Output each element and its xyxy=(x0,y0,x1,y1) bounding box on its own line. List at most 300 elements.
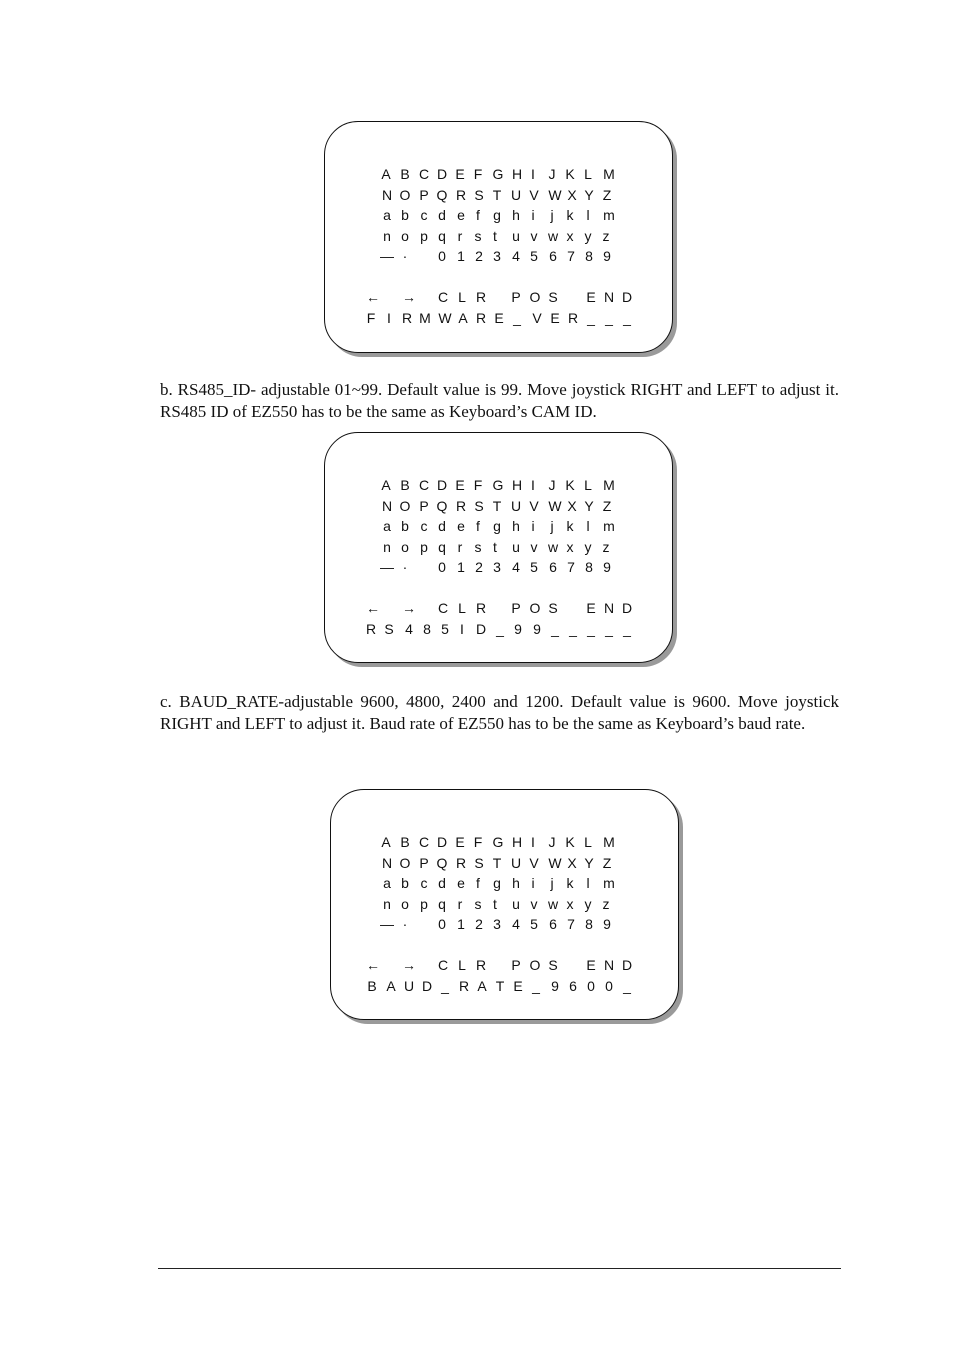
char: _ xyxy=(532,977,540,994)
char: H xyxy=(511,166,523,182)
char: p xyxy=(420,538,428,555)
char: f xyxy=(476,875,480,891)
row-spacer xyxy=(367,578,637,599)
char: T xyxy=(495,977,505,994)
char: R xyxy=(475,289,487,305)
char: 4 xyxy=(512,559,520,575)
char: — xyxy=(380,916,394,932)
char: i xyxy=(531,518,535,534)
char: h xyxy=(512,875,520,891)
char: s xyxy=(474,538,482,555)
char: F xyxy=(473,166,483,182)
char: P xyxy=(511,289,521,305)
character-grid xyxy=(367,164,637,328)
char: 0 xyxy=(438,916,446,932)
char: 0 xyxy=(587,977,595,994)
char: 7 xyxy=(567,559,575,575)
char: v xyxy=(530,227,538,244)
char: _ xyxy=(569,620,577,637)
char: D xyxy=(436,166,448,182)
char: 9 xyxy=(603,916,611,932)
char: R xyxy=(365,620,377,637)
char: _ xyxy=(587,620,595,637)
row-symbols-digits xyxy=(367,557,637,578)
char: P xyxy=(419,854,429,871)
char: 2 xyxy=(475,248,483,264)
char: W xyxy=(548,854,562,871)
right-arrow-icon: → xyxy=(402,289,416,305)
footer-divider xyxy=(158,1268,841,1269)
char: 1 xyxy=(457,248,465,264)
char: I xyxy=(387,309,391,326)
char: w xyxy=(547,227,559,244)
char: _ xyxy=(587,309,595,326)
char: F xyxy=(366,309,376,326)
char: A xyxy=(458,309,468,326)
left-arrow-icon: ← xyxy=(366,289,380,305)
status-line-rs485-id xyxy=(367,619,637,640)
char: 0 xyxy=(438,248,446,264)
char: E xyxy=(455,834,465,850)
char: V xyxy=(532,309,542,326)
osd-screen-rs485-id xyxy=(324,432,673,663)
char: q xyxy=(438,538,446,555)
char: r xyxy=(457,895,463,912)
char: Q xyxy=(436,186,448,203)
char: K xyxy=(565,834,575,850)
char: 0 xyxy=(438,559,446,575)
char: j xyxy=(550,207,554,223)
status-line-firmware-ver xyxy=(367,308,637,329)
char: U xyxy=(510,854,522,871)
char: j xyxy=(550,518,554,534)
char: G xyxy=(492,477,504,493)
row-lowercase-2 xyxy=(373,894,643,915)
char: S xyxy=(474,854,484,871)
char: F xyxy=(473,834,483,850)
char: y xyxy=(584,538,592,555)
char: Y xyxy=(584,854,594,871)
row-lowercase-1 xyxy=(367,516,637,537)
char: U xyxy=(403,977,415,994)
char: S xyxy=(474,186,484,203)
char: f xyxy=(476,207,480,223)
left-arrow-icon: ← xyxy=(366,957,380,973)
char: 1 xyxy=(457,559,465,575)
char: L xyxy=(584,477,592,493)
char: V xyxy=(529,854,539,871)
char: — xyxy=(380,559,394,575)
char: e xyxy=(457,875,465,891)
char: d xyxy=(438,518,446,534)
char: u xyxy=(512,895,520,912)
char: l xyxy=(586,207,590,223)
character-grid xyxy=(367,475,637,639)
char: E xyxy=(550,309,560,326)
char: s xyxy=(474,895,482,912)
char: R xyxy=(567,309,579,326)
row-uppercase-2 xyxy=(373,853,643,874)
char: C xyxy=(418,166,430,182)
char: V xyxy=(529,497,539,514)
char: R xyxy=(475,600,487,616)
char: _ xyxy=(551,620,559,637)
char: c xyxy=(420,875,428,891)
char: N xyxy=(603,957,615,973)
char: K xyxy=(565,166,575,182)
char: 3 xyxy=(493,248,501,264)
char: O xyxy=(399,854,411,871)
char: T xyxy=(492,186,502,203)
char: q xyxy=(438,895,446,912)
char: E xyxy=(513,977,523,994)
char: 2 xyxy=(475,916,483,932)
row-lowercase-1 xyxy=(367,205,637,226)
row-lowercase-2 xyxy=(367,537,637,558)
char: E xyxy=(455,166,465,182)
char: R xyxy=(401,309,413,326)
char: 5 xyxy=(530,559,538,575)
char: G xyxy=(492,834,504,850)
char: c xyxy=(420,207,428,223)
char: O xyxy=(529,957,541,973)
char: L xyxy=(458,600,466,616)
char: P xyxy=(419,497,429,514)
char: a xyxy=(383,518,391,534)
char: b xyxy=(401,518,409,534)
char: I xyxy=(531,166,535,182)
char: l xyxy=(586,518,590,534)
char: — xyxy=(380,248,394,264)
char: r xyxy=(457,227,463,244)
char: D xyxy=(475,620,487,637)
char: 8 xyxy=(585,559,593,575)
char: m xyxy=(603,875,615,891)
char: J xyxy=(548,166,556,182)
char: W xyxy=(438,309,452,326)
char: O xyxy=(399,186,411,203)
char: O xyxy=(529,289,541,305)
char: z xyxy=(602,895,610,912)
char: N xyxy=(603,600,615,616)
char: b xyxy=(401,875,409,891)
char: C xyxy=(418,477,430,493)
char: L xyxy=(458,289,466,305)
char: A xyxy=(477,977,487,994)
char: p xyxy=(420,895,428,912)
char: · xyxy=(402,559,408,575)
char: H xyxy=(511,477,523,493)
row-uppercase-2 xyxy=(367,496,637,517)
char: L xyxy=(458,957,466,973)
char: U xyxy=(510,186,522,203)
row-uppercase-1 xyxy=(367,164,637,185)
char: t xyxy=(493,227,497,244)
char: n xyxy=(383,538,391,555)
char: H xyxy=(511,834,523,850)
paragraph-rs485-id: b. RS485_ID- adjustable 01~99. Default value is 99. Move joystick RIGHT and LEFT to adjust it. RS485 ID of EZ550 has to be the same as Keyboard’s CAM ID. xyxy=(160,380,839,421)
char: N xyxy=(603,289,615,305)
char: s xyxy=(474,227,482,244)
row-lowercase-2 xyxy=(367,226,637,247)
char: V xyxy=(529,186,539,203)
row-uppercase-1 xyxy=(373,832,643,853)
char: S xyxy=(548,600,558,616)
row-controls xyxy=(367,598,637,619)
char: m xyxy=(603,518,615,534)
char: R xyxy=(455,186,467,203)
char: I xyxy=(460,620,464,637)
char: M xyxy=(603,166,615,182)
left-arrow-icon: ← xyxy=(366,600,380,616)
char: D xyxy=(421,977,433,994)
char: I xyxy=(531,477,535,493)
osd-screen-firmware xyxy=(324,121,673,353)
char: u xyxy=(512,538,520,555)
char: Z xyxy=(602,497,612,514)
row-symbols-digits xyxy=(367,246,637,267)
char: E xyxy=(494,309,504,326)
char: 2 xyxy=(475,559,483,575)
char: 4 xyxy=(512,916,520,932)
char: D xyxy=(436,477,448,493)
char: i xyxy=(531,207,535,223)
char: E xyxy=(586,957,596,973)
char: a xyxy=(383,875,391,891)
char: X xyxy=(567,186,577,203)
char: L xyxy=(584,834,592,850)
char: E xyxy=(586,289,596,305)
char: k xyxy=(566,875,574,891)
char: y xyxy=(584,895,592,912)
char: B xyxy=(400,166,410,182)
char: p xyxy=(420,227,428,244)
row-spacer xyxy=(373,935,643,956)
char: P xyxy=(511,957,521,973)
right-arrow-icon: → xyxy=(402,600,416,616)
char: · xyxy=(402,248,408,264)
char: v xyxy=(530,895,538,912)
char: 6 xyxy=(569,977,577,994)
char: 8 xyxy=(423,620,431,637)
char: S xyxy=(548,957,558,973)
char: _ xyxy=(623,620,631,637)
char: x xyxy=(566,227,574,244)
char: g xyxy=(493,875,501,891)
row-controls xyxy=(367,287,637,308)
char: W xyxy=(548,497,562,514)
char: X xyxy=(567,854,577,871)
char: t xyxy=(493,538,497,555)
char: U xyxy=(510,497,522,514)
char: 0 xyxy=(605,977,613,994)
char: G xyxy=(492,166,504,182)
char: T xyxy=(492,497,502,514)
char: w xyxy=(547,895,559,912)
char: K xyxy=(565,477,575,493)
char: o xyxy=(401,538,409,555)
char: 5 xyxy=(530,248,538,264)
char: g xyxy=(493,518,501,534)
char: C xyxy=(418,834,430,850)
char: C xyxy=(437,957,449,973)
char: A xyxy=(381,477,391,493)
char: _ xyxy=(623,977,631,994)
char: o xyxy=(401,895,409,912)
char: 6 xyxy=(549,559,557,575)
status-line-baud-rate xyxy=(367,976,643,997)
char: M xyxy=(603,834,615,850)
char: I xyxy=(531,834,535,850)
char: z xyxy=(602,227,610,244)
char: Q xyxy=(436,497,448,514)
char: B xyxy=(367,977,377,994)
char: z xyxy=(602,538,610,555)
char: y xyxy=(584,227,592,244)
char: 9 xyxy=(551,977,559,994)
char: b xyxy=(401,207,409,223)
char: 3 xyxy=(493,559,501,575)
char: l xyxy=(586,875,590,891)
char: n xyxy=(383,895,391,912)
char: X xyxy=(567,497,577,514)
char: D xyxy=(436,834,448,850)
char: d xyxy=(438,875,446,891)
paragraph-baud-rate: c. BAUD_RATE-adjustable 9600, 4800, 2400 and 1200. Default value is 9600. Move joystick RIGHT and LEFT to adjust it. Baud rate of EZ550 has to be the same as Keyboard’s baud rate. xyxy=(160,692,839,733)
char: h xyxy=(512,207,520,223)
char: 6 xyxy=(549,916,557,932)
char: 1 xyxy=(457,916,465,932)
char: d xyxy=(438,207,446,223)
char: _ xyxy=(496,620,504,637)
char: x xyxy=(566,538,574,555)
char: Y xyxy=(584,497,594,514)
char: q xyxy=(438,227,446,244)
char: P xyxy=(511,600,521,616)
char: 7 xyxy=(567,248,575,264)
char: k xyxy=(566,207,574,223)
char: M xyxy=(603,477,615,493)
char: Y xyxy=(584,186,594,203)
char: _ xyxy=(441,977,449,994)
char: D xyxy=(621,957,633,973)
char: F xyxy=(473,477,483,493)
char: R xyxy=(475,309,487,326)
char: t xyxy=(493,895,497,912)
char: R xyxy=(475,957,487,973)
char: 5 xyxy=(441,620,449,637)
char: O xyxy=(529,600,541,616)
char: P xyxy=(419,186,429,203)
right-arrow-icon: → xyxy=(402,957,416,973)
row-spacer xyxy=(367,267,637,288)
char: A xyxy=(386,977,396,994)
char: 6 xyxy=(549,248,557,264)
char: 9 xyxy=(603,559,611,575)
row-uppercase-1 xyxy=(367,475,637,496)
char: k xyxy=(566,518,574,534)
char: u xyxy=(512,227,520,244)
char: T xyxy=(492,854,502,871)
char: 7 xyxy=(567,916,575,932)
char: J xyxy=(548,477,556,493)
char: E xyxy=(455,477,465,493)
char: 9 xyxy=(603,248,611,264)
char: Z xyxy=(602,186,612,203)
char: _ xyxy=(605,620,613,637)
char: B xyxy=(400,477,410,493)
char: r xyxy=(457,538,463,555)
char: _ xyxy=(513,309,521,326)
char: S xyxy=(384,620,394,637)
char: D xyxy=(621,600,633,616)
char: 8 xyxy=(585,916,593,932)
char: A xyxy=(381,166,391,182)
osd-screen-baud-rate xyxy=(330,789,679,1020)
char: 9 xyxy=(514,620,522,637)
char: h xyxy=(512,518,520,534)
char: a xyxy=(383,207,391,223)
char: _ xyxy=(605,309,613,326)
char: N xyxy=(381,497,393,514)
char: _ xyxy=(623,309,631,326)
char: S xyxy=(474,497,484,514)
char: 3 xyxy=(493,916,501,932)
char: w xyxy=(547,538,559,555)
char: 8 xyxy=(585,248,593,264)
char: j xyxy=(550,875,554,891)
char: E xyxy=(586,600,596,616)
char: i xyxy=(531,875,535,891)
character-grid xyxy=(366,832,643,996)
char: C xyxy=(437,600,449,616)
char: e xyxy=(457,518,465,534)
char: 5 xyxy=(530,916,538,932)
char: e xyxy=(457,207,465,223)
char: N xyxy=(381,854,393,871)
char: m xyxy=(603,207,615,223)
row-controls xyxy=(366,955,643,976)
char: L xyxy=(584,166,592,182)
char: 4 xyxy=(405,620,413,637)
char: C xyxy=(437,289,449,305)
char: R xyxy=(455,854,467,871)
row-symbols-digits xyxy=(373,914,643,935)
char: o xyxy=(401,227,409,244)
char: · xyxy=(402,916,408,932)
char: B xyxy=(400,834,410,850)
row-lowercase-1 xyxy=(373,873,643,894)
char: O xyxy=(399,497,411,514)
char: J xyxy=(548,834,556,850)
char: n xyxy=(383,227,391,244)
char: 9 xyxy=(533,620,541,637)
char: N xyxy=(381,186,393,203)
char: M xyxy=(419,309,431,326)
char: S xyxy=(548,289,558,305)
char: A xyxy=(381,834,391,850)
char: v xyxy=(530,538,538,555)
char: g xyxy=(493,207,501,223)
char: D xyxy=(621,289,633,305)
char: 4 xyxy=(512,248,520,264)
char: R xyxy=(455,497,467,514)
char: c xyxy=(420,518,428,534)
char: x xyxy=(566,895,574,912)
char: Z xyxy=(602,854,612,871)
char: f xyxy=(476,518,480,534)
char: R xyxy=(458,977,470,994)
